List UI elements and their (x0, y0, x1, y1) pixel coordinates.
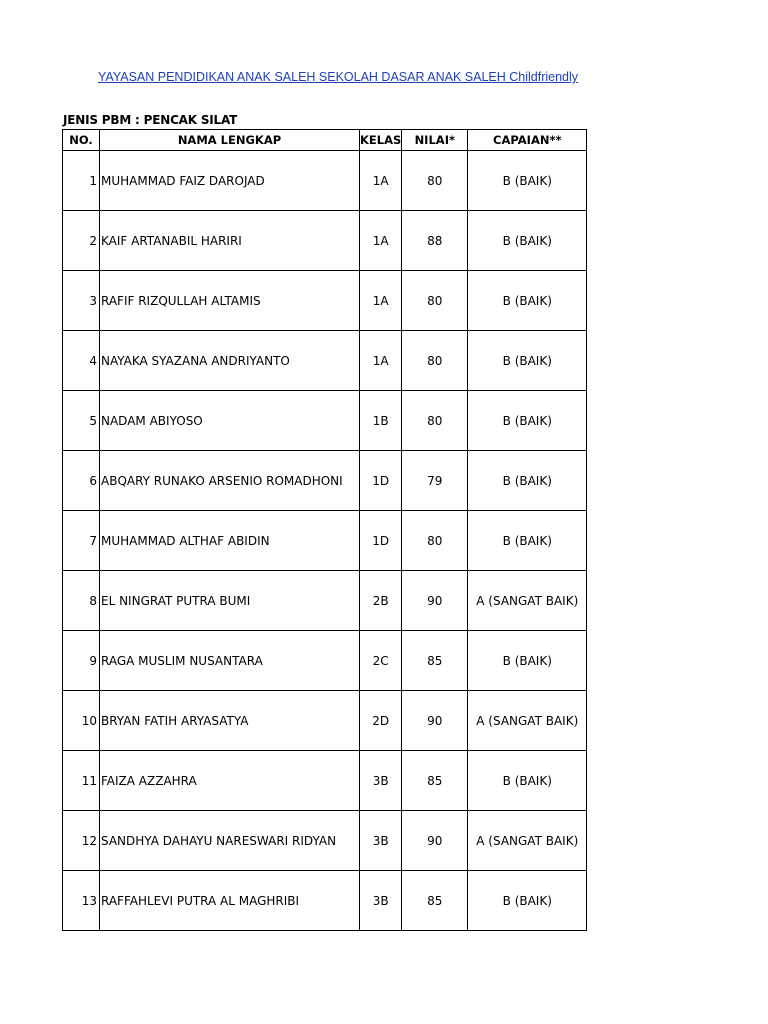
cell-name: BRYAN FATIH ARYASATYA (100, 691, 360, 751)
cell-kelas: 2B (360, 571, 402, 631)
cell-nilai: 80 (402, 271, 468, 331)
table-row (63, 511, 587, 571)
cell-no: 12 (63, 811, 100, 871)
cell-kelas: 1A (360, 151, 402, 211)
cell-capaian: B (BAIK) (468, 511, 587, 571)
cell-name: NAYAKA SYAZANA ANDRIYANTO (100, 331, 360, 391)
table-row (63, 691, 587, 751)
cell-kelas: 1B (360, 391, 402, 451)
cell-no: 6 (63, 451, 100, 511)
table-row (63, 211, 587, 271)
cell-name: MUHAMMAD ALTHAF ABIDIN (100, 511, 360, 571)
cell-capaian: A (SANGAT BAIK) (468, 571, 587, 631)
cell-no: 10 (63, 691, 100, 751)
cell-no: 9 (63, 631, 100, 691)
cell-nilai: 88 (402, 211, 468, 271)
table-row (63, 391, 587, 451)
cell-capaian: B (BAIK) (468, 871, 587, 931)
cell-name: KAIF ARTANABIL HARIRI (100, 211, 360, 271)
cell-no: 1 (63, 151, 100, 211)
cell-no: 11 (63, 751, 100, 811)
cell-no: 2 (63, 211, 100, 271)
cell-kelas: 3B (360, 871, 402, 931)
cell-capaian: B (BAIK) (468, 631, 587, 691)
cell-nilai: 80 (402, 151, 468, 211)
cell-capaian: A (SANGAT BAIK) (468, 811, 587, 871)
cell-kelas: 1A (360, 271, 402, 331)
cell-nilai: 85 (402, 631, 468, 691)
cell-capaian: A (SANGAT BAIK) (468, 691, 587, 751)
cell-kelas: 1D (360, 511, 402, 571)
table-row (63, 811, 587, 871)
cell-capaian: B (BAIK) (468, 391, 587, 451)
table-row (63, 451, 587, 511)
cell-name: SANDHYA DAHAYU NARESWARI RIDYAN (100, 811, 360, 871)
student-score-table (62, 129, 587, 931)
cell-nilai: 80 (402, 511, 468, 571)
cell-nilai: 85 (402, 871, 468, 931)
table-row (63, 631, 587, 691)
cell-capaian: B (BAIK) (468, 451, 587, 511)
cell-nilai: 90 (402, 571, 468, 631)
table-row (63, 331, 587, 391)
cell-kelas: 1A (360, 331, 402, 391)
cell-name: NADAM ABIYOSO (100, 391, 360, 451)
table-row (63, 571, 587, 631)
cell-nilai: 85 (402, 751, 468, 811)
table-row (63, 151, 587, 211)
cell-no: 4 (63, 331, 100, 391)
cell-kelas: 1D (360, 451, 402, 511)
pbm-type-label: JENIS PBM : PENCAK SILAT (63, 113, 238, 127)
cell-name: MUHAMMAD FAIZ DAROJAD (100, 151, 360, 211)
cell-capaian: B (BAIK) (468, 211, 587, 271)
cell-nilai: 79 (402, 451, 468, 511)
cell-name: ABQARY RUNAKO ARSENIO ROMADHONI (100, 451, 360, 511)
cell-name: FAIZA AZZAHRA (100, 751, 360, 811)
cell-no: 8 (63, 571, 100, 631)
cell-no: 5 (63, 391, 100, 451)
cell-nilai: 90 (402, 691, 468, 751)
cell-capaian: B (BAIK) (468, 271, 587, 331)
table-header-row (63, 130, 587, 151)
cell-kelas: 3B (360, 751, 402, 811)
column-header-kelas: KELAS (360, 130, 402, 151)
cell-capaian: B (BAIK) (468, 151, 587, 211)
cell-nilai: 90 (402, 811, 468, 871)
cell-kelas: 1A (360, 211, 402, 271)
cell-kelas: 2D (360, 691, 402, 751)
column-header-capaian: CAPAIAN** (468, 130, 587, 151)
cell-name: EL NINGRAT PUTRA BUMI (100, 571, 360, 631)
cell-no: 7 (63, 511, 100, 571)
table-row (63, 751, 587, 811)
cell-no: 3 (63, 271, 100, 331)
column-header-nilai: NILAI* (402, 130, 468, 151)
cell-kelas: 3B (360, 811, 402, 871)
cell-name: RAFIF RIZQULLAH ALTAMIS (100, 271, 360, 331)
cell-no: 13 (63, 871, 100, 931)
cell-kelas: 2C (360, 631, 402, 691)
cell-nilai: 80 (402, 391, 468, 451)
table-row (63, 271, 587, 331)
table-row (63, 871, 587, 931)
cell-name: RAFFAHLEVI PUTRA AL MAGHRIBI (100, 871, 360, 931)
cell-name: RAGA MUSLIM NUSANTARA (100, 631, 360, 691)
cell-capaian: B (BAIK) (468, 751, 587, 811)
column-header-name: NAMA LENGKAP (100, 130, 360, 151)
document-title: YAYASAN PENDIDIKAN ANAK SALEH SEKOLAH DASAR ANAK SALEH Childfriendly (98, 70, 579, 84)
cell-capaian: B (BAIK) (468, 331, 587, 391)
column-header-no: NO. (63, 130, 100, 151)
cell-nilai: 80 (402, 331, 468, 391)
